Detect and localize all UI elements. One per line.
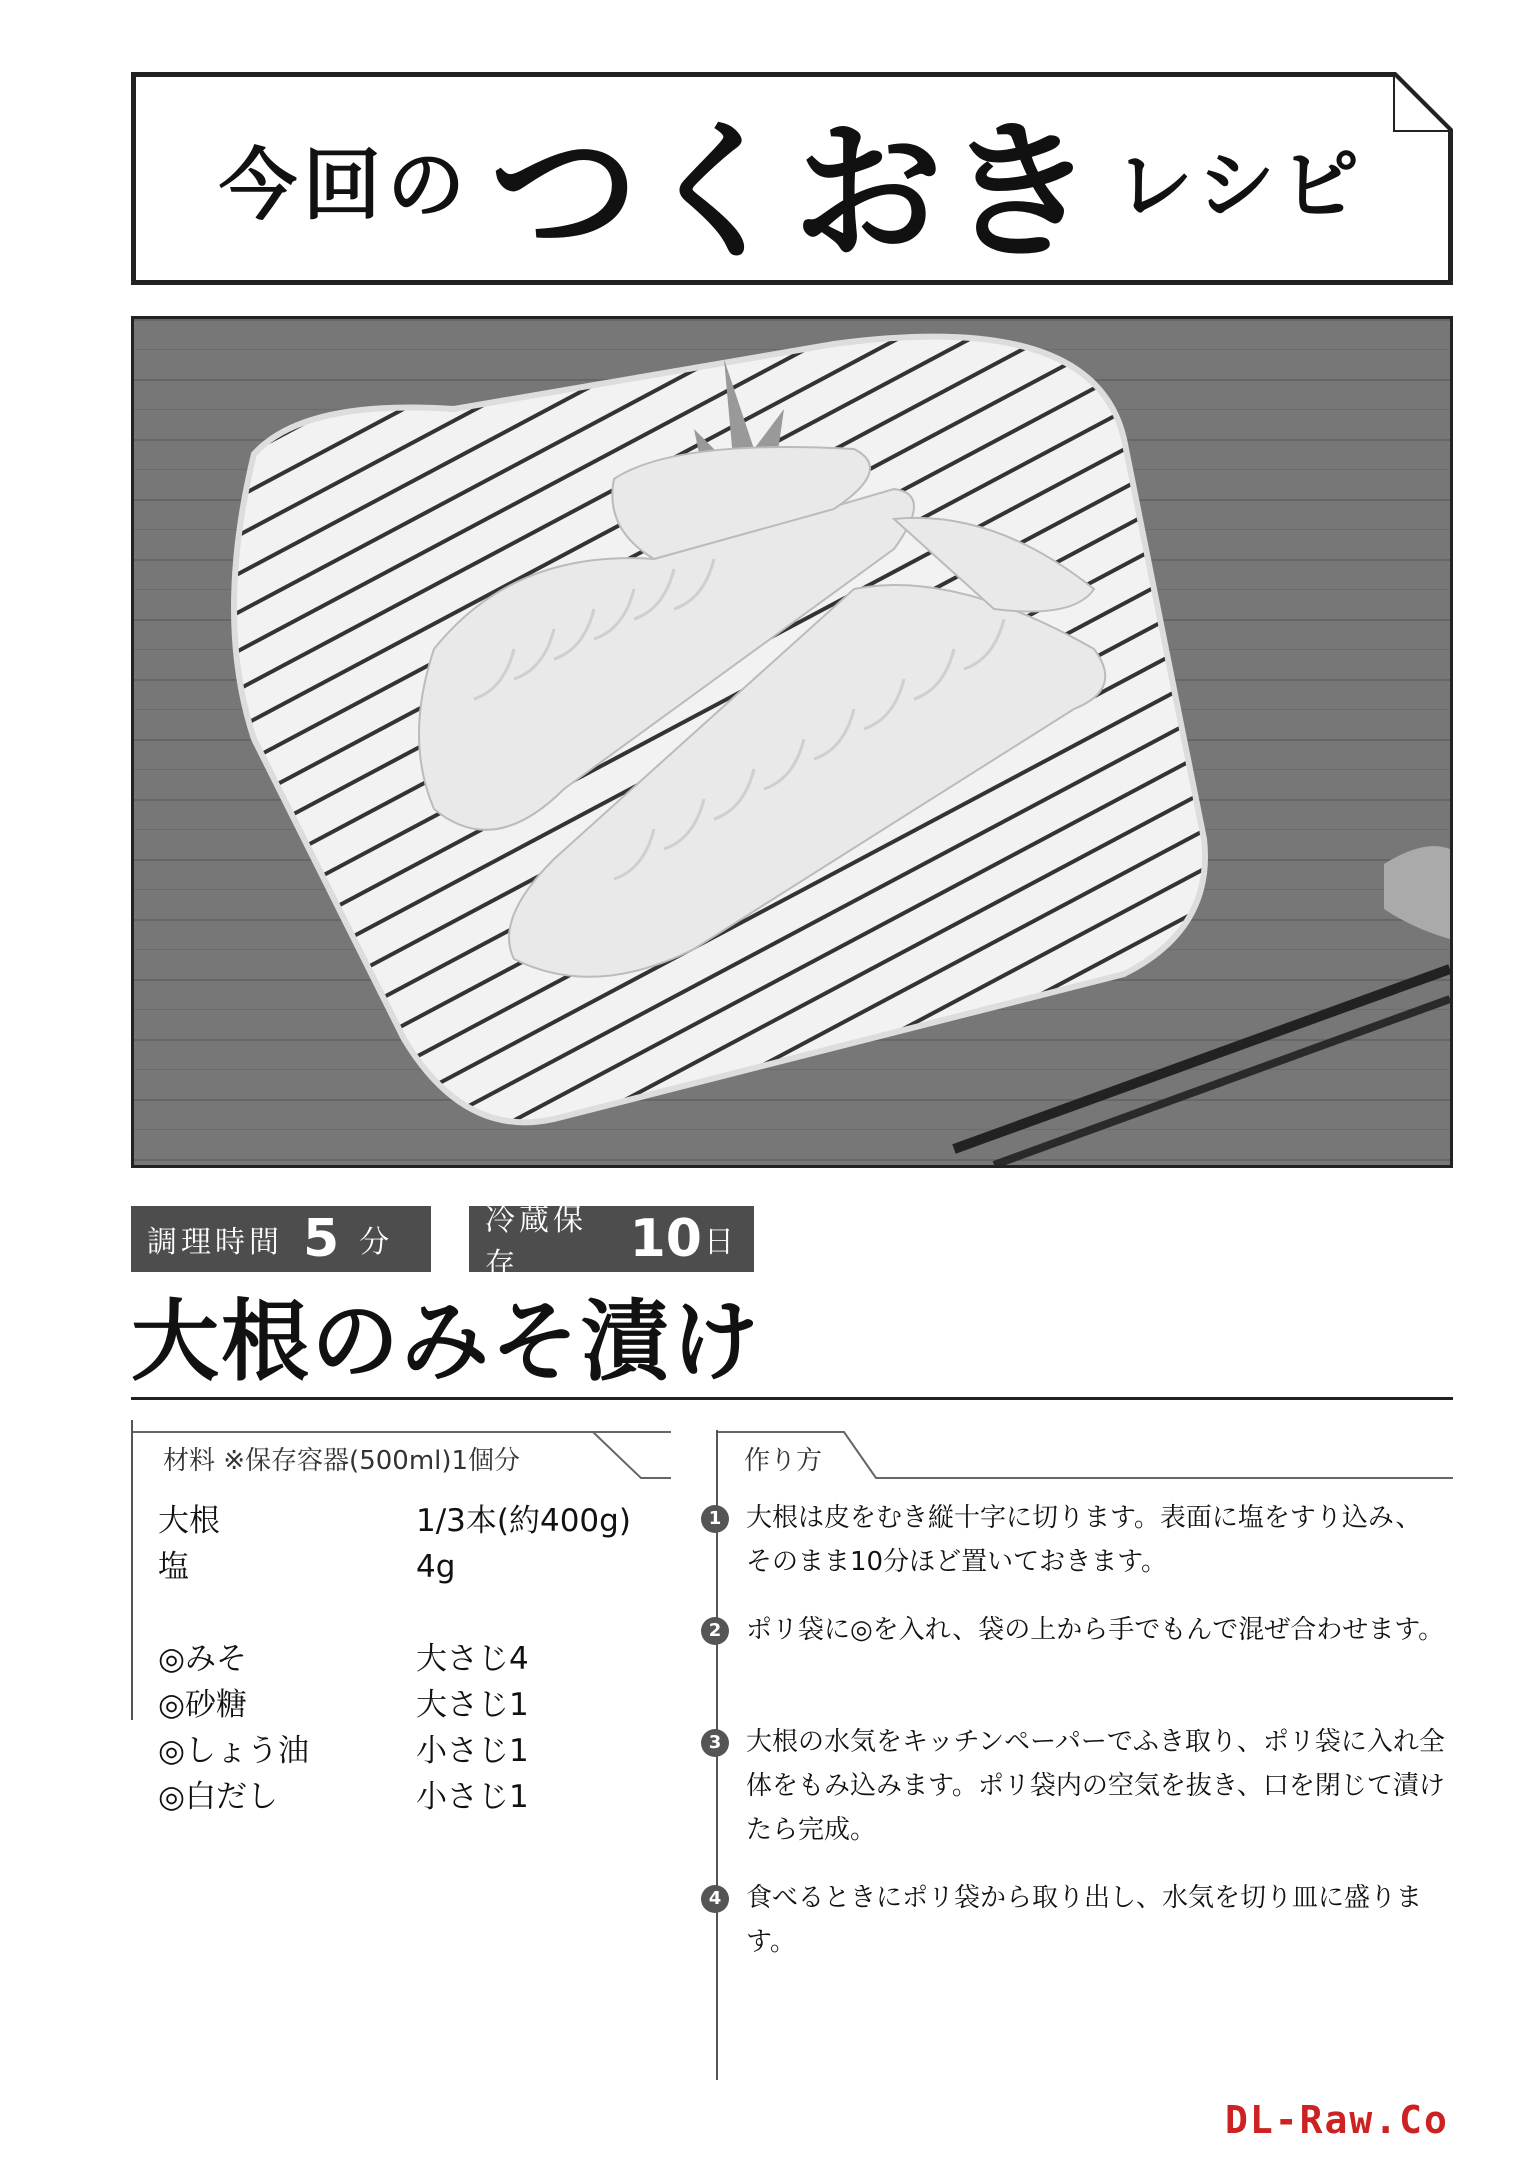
method-step bbox=[708, 1608, 1446, 1652]
step-text: 食べるときにポリ袋から取り出し、水気を切り皿に盛ります。 bbox=[746, 1883, 1423, 1957]
storage-unit: 日 bbox=[704, 1225, 738, 1260]
storage-label: 冷蔵保存 bbox=[485, 1203, 587, 1282]
step-number-icon: 1 bbox=[701, 1505, 729, 1533]
ingredient-amount: 大さじ1 bbox=[416, 1687, 529, 1723]
cook-time-unit: 分 bbox=[359, 1225, 394, 1260]
daikon-dish-illustration bbox=[134, 319, 1450, 1165]
step-number-icon: 3 bbox=[701, 1729, 729, 1757]
ingredients-tab: 材料 ※保存容器(500ml)1個分 bbox=[163, 1445, 521, 1476]
method-step bbox=[708, 1496, 1446, 1584]
ingredient-amount: 小さじ1 bbox=[416, 1779, 529, 1815]
title-part-2: つくおき bbox=[488, 105, 1097, 280]
ingredient-name: ◎しょう油 bbox=[158, 1733, 310, 1769]
dish-photo bbox=[131, 316, 1453, 1168]
method-step bbox=[708, 1876, 1446, 1964]
recipe-title: 大根のみそ漬け bbox=[131, 1290, 762, 1393]
ingredient-amount: 小さじ1 bbox=[416, 1733, 529, 1769]
cook-time-badge bbox=[131, 1206, 431, 1272]
ingredient-name: 大根 bbox=[158, 1503, 220, 1539]
title-part-1: 今回の bbox=[218, 140, 471, 231]
header-box bbox=[131, 72, 1453, 285]
ingredient-amount: 大さじ4 bbox=[416, 1641, 529, 1677]
title-divider bbox=[131, 1397, 1453, 1400]
ingredient-name: ◎みそ bbox=[158, 1641, 248, 1677]
step-text: 大根は皮をむき縦十字に切ります。表面に塩をすり込み、そのまま10分ほど置いておきます。 bbox=[746, 1503, 1422, 1577]
watermark: DL-Raw.Co bbox=[1225, 2098, 1449, 2142]
ingredient-amount: 1/3本(約400g) bbox=[416, 1503, 631, 1539]
method-step bbox=[708, 1720, 1446, 1852]
step-number-icon: 4 bbox=[701, 1885, 729, 1913]
page-title bbox=[136, 77, 1448, 280]
cook-time-label: 調理時間 bbox=[147, 1225, 283, 1260]
step-text: ポリ袋に◎を入れ、袋の上から手でもんで混ぜ合わせます。 bbox=[746, 1615, 1445, 1645]
ingredient-name: ◎砂糖 bbox=[158, 1687, 248, 1723]
storage-value: 10 bbox=[629, 1209, 702, 1269]
cook-time-value: 5 bbox=[303, 1209, 340, 1269]
step-text: 大根の水気をキッチンペーパーでふき取り、ポリ袋に入れ全体をもみ込みます。ポリ袋内の空気を抜き、口を閉じて漬けたら完成。 bbox=[746, 1727, 1445, 1845]
title-part-3: レシピ bbox=[1114, 140, 1366, 231]
ingredient-name: 塩 bbox=[158, 1549, 189, 1585]
step-number-icon: 2 bbox=[701, 1617, 729, 1645]
method-tab: 作り方 bbox=[744, 1445, 823, 1476]
ingredient-name: ◎白だし bbox=[158, 1779, 279, 1815]
ingredient-amount: 4g bbox=[416, 1549, 456, 1585]
storage-badge bbox=[469, 1203, 754, 1282]
